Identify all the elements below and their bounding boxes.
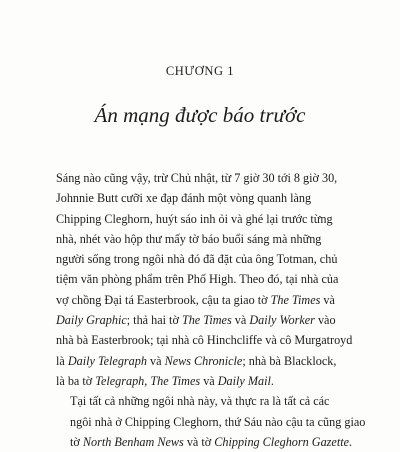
text-run: Johnnie Butt cưỡi xe đạp đánh một vòng quanh làng bbox=[56, 191, 312, 206]
text-run: và bbox=[200, 373, 218, 388]
text-line bbox=[56, 412, 366, 432]
text-run: ngôi nhà ở Chipping Cleghorn, thứ Sáu nào cậu ta cũng giao bbox=[70, 414, 366, 429]
text-run: nhà bà Easterbrook; tại nhà cô Hinchcliffe và cô Murgatroyd bbox=[56, 333, 353, 348]
text-run: Tại tất cả những ngôi nhà này, và thực ra là tất cả các bbox=[70, 394, 330, 409]
text-run: người sống trong ngôi nhà đó đã đặt của ông Totman, chủ bbox=[56, 252, 338, 267]
italic-title-text: Telegraph bbox=[95, 373, 145, 388]
text-line bbox=[56, 290, 348, 310]
text-run: và bbox=[320, 292, 335, 307]
text-run: và tờ bbox=[183, 434, 215, 449]
text-line bbox=[56, 249, 348, 269]
text-run: nhà, nhét vào hộp thư mấy tờ báo buổi sáng mà những bbox=[56, 231, 322, 246]
text-run: tờ bbox=[70, 434, 83, 449]
text-line bbox=[56, 168, 348, 188]
paragraph-1 bbox=[56, 168, 353, 391]
text-run: ; thả hai tờ bbox=[126, 313, 182, 328]
text-run: tiệm văn phòng phẩm trên Phố High. Theo đó, tại nhà của bbox=[56, 272, 339, 287]
text-line bbox=[56, 391, 348, 411]
text-run: là ba tờ bbox=[56, 373, 96, 388]
text-line bbox=[56, 371, 348, 391]
text-line bbox=[56, 188, 348, 208]
text-run: . bbox=[349, 434, 353, 449]
text-line bbox=[56, 269, 348, 289]
italic-title-text: The Times bbox=[150, 373, 201, 388]
italic-title-text: Daily Worker bbox=[249, 313, 315, 328]
italic-title-text: North Benham News bbox=[82, 434, 184, 449]
text-run: . bbox=[270, 373, 274, 388]
text-line bbox=[56, 330, 353, 350]
text-line bbox=[56, 209, 348, 229]
italic-title-text: Daily Telegraph bbox=[67, 353, 147, 368]
italic-title-text: The Times bbox=[270, 292, 321, 307]
text-run: vào bbox=[314, 313, 336, 328]
text-run: , bbox=[144, 373, 151, 388]
text-line bbox=[56, 432, 353, 452]
italic-title-text: News Chronicle bbox=[164, 353, 243, 368]
italic-title-text: Chipping Cleghorn Gazette bbox=[214, 434, 350, 449]
text-run: và bbox=[231, 313, 250, 328]
text-run: và bbox=[146, 353, 165, 368]
text-run: ; nhà bà Blacklock, bbox=[242, 353, 337, 368]
text-line bbox=[56, 351, 348, 371]
paragraph-2 bbox=[56, 391, 366, 452]
text-run: là bbox=[56, 353, 68, 368]
italic-title-text: The Times bbox=[181, 313, 232, 328]
text-run: Sáng nào cũng vậy, trừ Chủ nhật, từ 7 giờ 30 tới 8 giờ 30, bbox=[56, 171, 338, 185]
chapter-label: CHƯƠNG 1 bbox=[165, 64, 235, 78]
chapter-title: Án mạng được báo trước bbox=[94, 103, 306, 127]
chapter-body bbox=[56, 168, 366, 452]
italic-title-text: Daily Graphic bbox=[56, 313, 127, 328]
text-run: vợ chồng Đại tá Easterbrook, cậu ta giao tờ bbox=[56, 292, 271, 307]
text-run: Chipping Cleghorn, huýt sáo inh ỏi và ghé lại trước từng bbox=[56, 211, 333, 226]
text-line bbox=[56, 310, 348, 330]
italic-title-text: Daily Mail bbox=[217, 373, 271, 388]
text-line bbox=[56, 229, 348, 249]
